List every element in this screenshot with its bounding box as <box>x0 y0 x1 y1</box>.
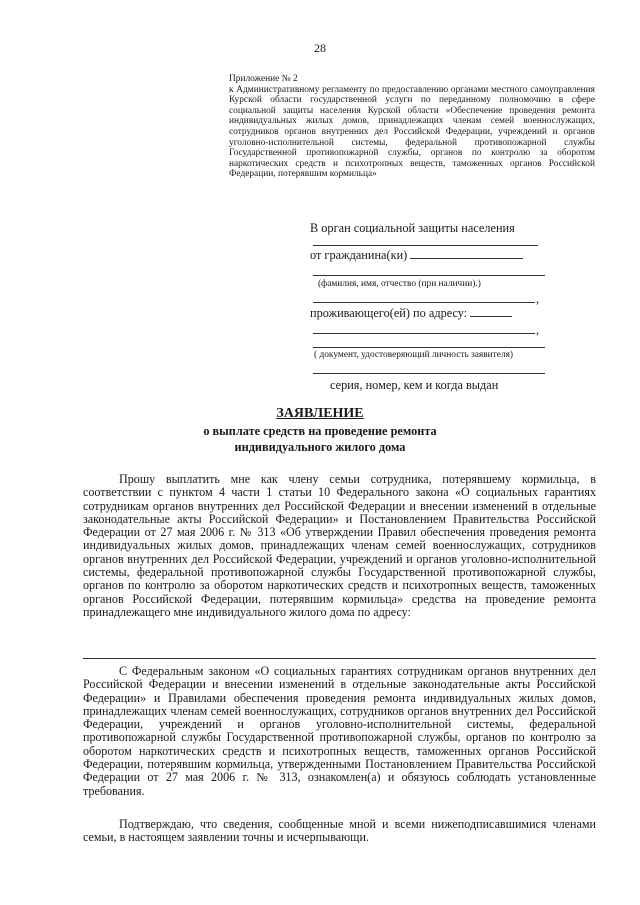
document-hint: ( документ, удостоверяющий личность заявителя) <box>314 350 514 360</box>
name-fill-line[interactable] <box>313 275 545 276</box>
address-field[interactable] <box>470 307 512 317</box>
statement-title: ЗАЯВЛЕНИЕ <box>276 406 364 421</box>
appendix-reference: к Административному регламенту по предоставлению органами местного самоуправления Курской области государственной услуги по переданному полномочию в сфере социальной защиты населения Курской области «Обеспечение проведения ремонта индивидуальных жилых домов, принадлежащих членам семей военнослужащих, сотрудников органов внутренних дел Российской Федерации, учреждений и органов уголовно-исполнительной системы, федеральной противопожарной службы Государственной противопожарной службы, органов по контролю за оборотом наркотических средств и психотропных веществ, таможенных органов Российской Федерации, потерявшим кормильца» <box>229 84 595 180</box>
confirmation-paragraph <box>83 818 596 845</box>
acknowledgement-text: С Федеральным законом «О социальных гарантиях сотрудникам органов внутренних дел Российской Федерации и внесении изменений в отдельные законодательные акты Российской Федерации» и Правилами обеспечения проведения ремонта индивидуальных жилых домов, принадлежащих членам семей военнослужащих, сотрудников органов внутренних дел Российской Федерации, учреждений и органов уголовно-исполнительной системы, федеральной противопожарной службы Государственной противопожарной службы, органов по контролю за оборотом наркотических средств и психотропных веществ, таможенных органов Российской Федерации, потерявшим кормильца, утвержденными Постановлением Правительства Российской Федерации от 27 мая 2006 г. № 313, ознакомлен(а) и обязуюсь соблюдать установленные требования. <box>83 664 596 798</box>
request-paragraph <box>83 473 596 619</box>
name-hint: (фамилия, имя, отчество (при наличии).) <box>318 279 481 289</box>
statement-subtitle-1: о выплате средств на проведение ремонта <box>203 424 437 438</box>
residence <box>310 306 550 321</box>
name-continuation-line[interactable] <box>313 302 535 303</box>
request-text: Прошу выплатить мне как члену семьи сотрудника, потерявшему кормильца, в соответствии с пунктом 4 части 1 статьи 10 Федерального закона «О социальных гарантиях сотрудникам органов внутренних дел Российской Федерации и внесении изменений в отдельные законодательные акты Российской Федерации» и Постановлением Правительства Российской Федерации от 27 мая 2006 г. № 313 «Об утверждении Правил обеспечения проведения ремонта индивидуальных жилых домов, принадлежащих членам семей военнослужащих, сотрудников органов внутренних дел Российской Федерации, учреждений и органов уголовно-исполнительной системы, федеральной противопожарной службы Государственной противопожарной службы, органов по контролю за оборотом наркотических средств и психотропных веществ, таможенных органов Российской Федерации, потерявшим кормильца» средства на проведение ремонта принадлежащего мне индивидуального жилого дома по адресу: <box>83 472 596 619</box>
citizen-name-field[interactable] <box>410 249 523 259</box>
residence-label: проживающего(ей) по адресу: <box>310 306 468 320</box>
comma-mark: , <box>536 292 540 306</box>
addressee-from <box>310 248 550 263</box>
document-details-line[interactable] <box>313 373 545 374</box>
page-number: 28 <box>314 41 326 55</box>
comma-mark-2: , <box>536 323 540 337</box>
property-address-line[interactable] <box>83 658 596 659</box>
document-fill-line[interactable] <box>313 347 545 348</box>
appendix-title: Приложение № 2 <box>229 74 298 84</box>
acknowledgement-paragraph <box>83 665 596 798</box>
appendix-header <box>229 74 595 180</box>
document-details: серия, номер, кем и когда выдан <box>330 378 499 392</box>
address-continuation-line[interactable] <box>313 333 535 334</box>
addressee-agency: В орган социальной защиты населения <box>310 221 515 235</box>
from-citizen-label: от гражданина(ки) <box>310 248 408 262</box>
statement-subtitle-2: индивидуального жилого дома <box>234 440 406 454</box>
agency-fill-line[interactable] <box>313 245 538 246</box>
confirmation-text: Подтверждаю, что сведения, сообщенные мной и всеми нижеподписавшимися членами семьи, в настоящем заявлении точны и исчерпывающи. <box>83 817 596 845</box>
